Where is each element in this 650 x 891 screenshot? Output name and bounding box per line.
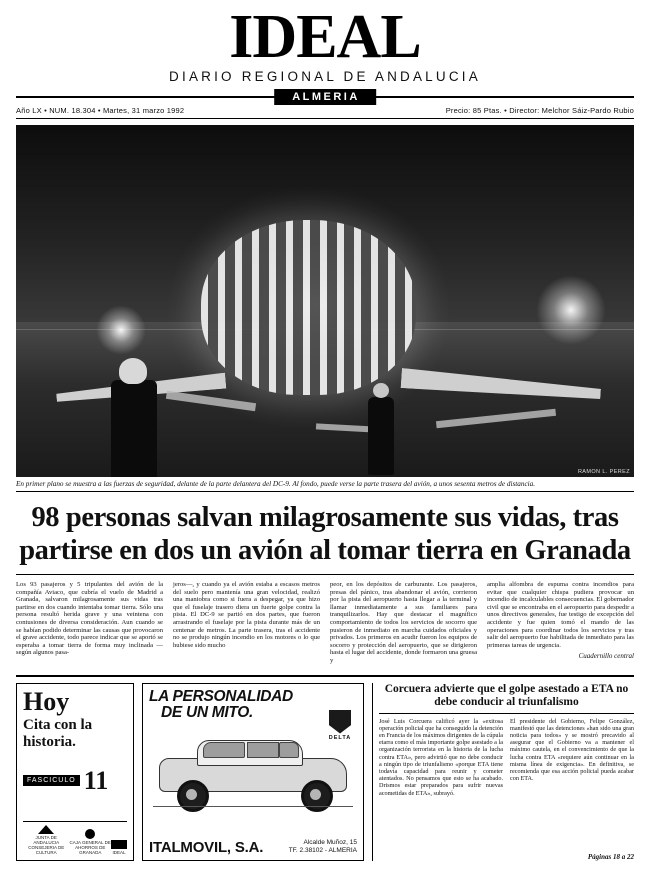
car-wheel: [301, 780, 333, 812]
lead-column-1: Los 93 pasajeros y 5 tripulantes del avión de la compañía Aviaco, que cubría el vuelo de Madrid a Granada, salvaron milagrosamente sus vidas tras partirse en dos cuando intentaba tomar tierra. Sólo una persona resultó herida grave y una veintena con contusiones de diversa consideración. Aun cuando se se habían podido determinar las causas que provocaron el grave accidente, todo parece indicar que se aportó se esperaba a tomar tierra de forma muy inclinada —según algunos pasa-: [16, 581, 163, 657]
ad-dealer-name: ITALMOVIL, S.A.: [149, 838, 264, 856]
bottom-section: [16, 675, 634, 861]
aircraft-fuselage: [201, 220, 416, 395]
secondary-column-2-text: El presidente del Gobierno, Felipe González, manifestó que las detenciones «han sido una gran noticia para todos» y se mostró precavido al asegurar que el Gobierno va a mantener el máximo cautela, en el convencimiento de que la lucha contra ETA «requiere aún continuar en la misma línea de exigencia». En definitiva, se recomienda que esa acción policial pueda acabar con ETA.: [510, 717, 634, 783]
lead-photo-block: [16, 125, 634, 492]
ad-dealer-address-line1: Alcalde Muñoz, 15: [303, 838, 357, 846]
photo-light-glow: [536, 275, 606, 345]
promo-hoy-label: Hoy: [23, 686, 70, 716]
promo-box-collection[interactable]: [16, 683, 134, 861]
caja-logo-icon: [85, 829, 95, 839]
sponsor-label: CAJA GENERAL DE AHORROS DE GRANADA: [69, 839, 111, 855]
ideal-logo-icon: [111, 840, 127, 849]
ad-dealer-address: [289, 839, 357, 855]
issue-info-line: [16, 105, 634, 119]
secondary-article-columns: [379, 718, 634, 850]
security-officer-figure: [111, 380, 157, 477]
edition-badge: ALMERIA: [274, 89, 376, 105]
photo-credit: RAMON L. PEREZ: [577, 469, 630, 475]
headline-rule: [16, 574, 634, 575]
secondary-pages-reference: Páginas 18 a 22: [587, 852, 634, 861]
secondary-column-1: José Luis Corcuera calificó ayer la «exitosa operación policial que ha conseguido la detención en Francia de los máximos dirigentes de la cúpula etarra como el más importante golpe asestado a la organización terrorista en la historia de la lucha contra ETA», pero advirtió que no debe conducir a ningún tipo de triunfalismo «porque ETA tiene todavía capacidad para reunir y cometer atentados. No pensamos que esto se ha acabado. Drismos estar preparados para sufrir nuevas acometidas de ETA», subrayó.: [379, 717, 503, 797]
lancia-shield-icon: [329, 710, 351, 734]
sponsor-item: [111, 840, 127, 855]
lead-section-reference: Cuadernillo central: [578, 652, 634, 661]
fascicle-number: 11: [83, 765, 109, 795]
newspaper-subtitle: DIARIO REGIONAL DE ANDALUCIA: [169, 69, 481, 84]
sponsor-item: [69, 829, 111, 855]
car-window: [247, 742, 279, 758]
ad-headline-line2: DE UN MITO.: [161, 703, 254, 721]
car-illustration: [153, 736, 353, 810]
promo-fascicle: [23, 765, 127, 795]
lead-article: [16, 581, 634, 669]
secondary-article: [372, 683, 634, 861]
lead-column-4: [487, 581, 634, 665]
ad-dealer-block: [149, 839, 357, 856]
issue-info-left: Año LX • NUM. 18.304 • Martes, 31 marzo 1992: [16, 106, 185, 115]
ad-dealer-address-line2: TF. 2.38102 - ALMERIA: [288, 846, 357, 854]
lead-column-2: jeros—, y cuando ya el avión estaba a escasos metros del suelo pero mantenía una gran velocidad, realizó una maniobra como si fuera a despegar, ya que hizo que el fuselaje trasero diera un fuerte golpe contra la pista. El DC-9 se partió en dos partes, que fueron arrastrando el fuselaje por la pista durante más de un centenar de metros. La parte trasera, tras el accidente no se produjo ningún incendio en los motores o lo que hubiese sido mucho: [173, 581, 320, 649]
promo-sponsors: [23, 821, 127, 855]
lead-photo: [16, 125, 634, 477]
secondary-headline: Corcuera advierte que el golpe asestado a ETA no debe conducir al triunfalismo: [379, 683, 634, 714]
masthead: [16, 0, 634, 105]
sponsor-label: JUNTA DE ANDALUCIA CONSEJERIA DE CULTURA: [28, 834, 65, 855]
issue-info-right: Precio: 85 Ptas. • Director: Melchor Sáiz-Pardo Rubio: [445, 106, 634, 115]
photo-caption: En primer plano se muestra a las fuerzas de seguridad, delante de la parte delantera del DC-9. Al fondo, puede verse la parte trasera del avión, a unos sesenta metros de distancia.: [16, 477, 634, 492]
car-wheel: [177, 780, 209, 812]
lead-column-4-text: amplia alfombra de espuma contra incendios para evitar que cualquier chispa pudiera provocar un incendio de incalculables consecuencias. El gobernador civil que se encontraba en el aeropuerto para despedir a unos directivos generales, fue testigo de excepción del accidente y fue quien tomó el mando de las operaciones para coordinar todos los servicios y tras salir del aeropuerto fue habilitada de inmediato para las primeras tareas de urgencia.: [487, 581, 634, 649]
lead-column-3: peor, en los depósitos de carburante. Los pasajeros, presas del pánico, tras abandonar el avión, corrieron por la pista del aeropuerto hasta llegar a la terminal y llamar inmediatamente a sus familiares para tranquilizarlos. Hay que destacar el magnífico comportamiento de todos los servicios de socorro que pusieron de inmediato en marcha cuidados oficiales y privados. Los primeros en acudir fueron los equipos de socorro y protección del aeropuerto, que se dirigieron hasta el lugar del accidente, donde formaron una gruesa y: [330, 581, 478, 664]
junta-logo-icon: [38, 825, 54, 834]
ad-brand-name: DELTA: [328, 734, 352, 741]
car-window: [203, 742, 245, 758]
sponsor-label: IDEAL: [112, 849, 126, 855]
car-ground-line: [153, 806, 353, 807]
main-headline: 98 personas salvan milagrosamente sus vidas, tras partirse en dos un avión al tomar tierra en Granada: [19, 502, 631, 566]
sponsor-item: [23, 825, 69, 855]
masthead-rule: [16, 89, 634, 105]
newspaper-title: IDEAL: [229, 3, 421, 71]
fascicle-label: FASCICULO: [23, 775, 80, 786]
promo-tagline: Cita con la historia.: [23, 716, 93, 750]
car-window: [279, 742, 299, 758]
photo-light-glow: [96, 305, 146, 355]
ad-headline-line1: LA PERSONALIDAD: [149, 687, 293, 705]
bystander-figure: [368, 397, 394, 475]
advertisement-lancia-delta[interactable]: [142, 683, 364, 861]
secondary-column-2: [510, 718, 634, 850]
